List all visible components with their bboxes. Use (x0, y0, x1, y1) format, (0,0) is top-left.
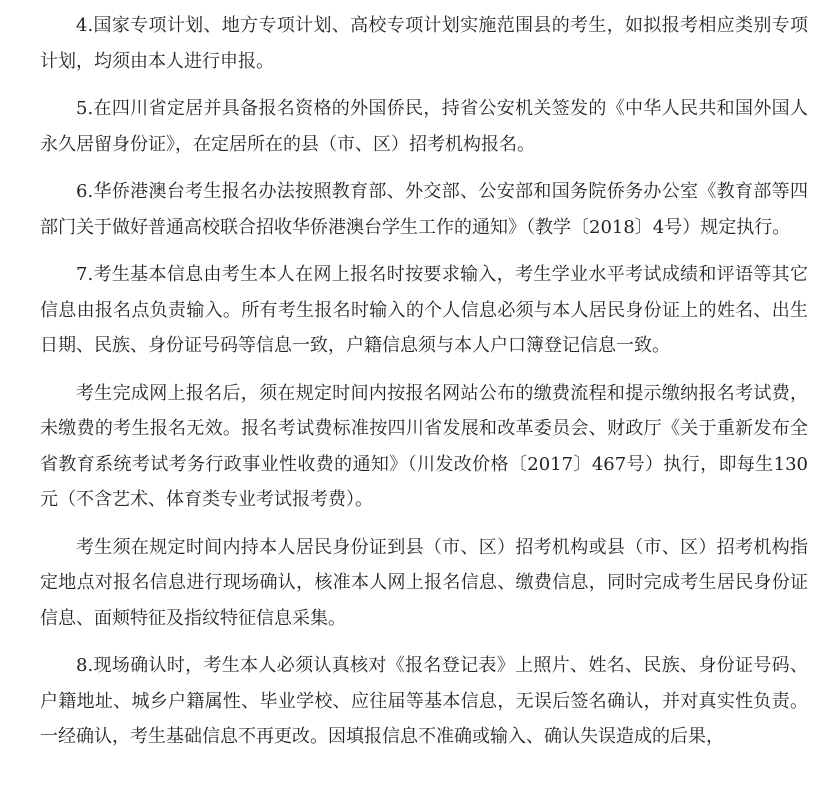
paragraph-item-4: 4.国家专项计划、地方专项计划、高校专项计划实施范围县的考生，如拟报考相应类别专项计划，均须由本人进行申报。 (40, 15, 808, 72)
paragraph-item-7: 7.考生基本信息由考生本人在网上报名时按要求输入，考生学业水平考试成绩和评语等其它信息由报名点负责输入。所有考生报名时输入的个人信息必须与本人居民身份证上的姓名、出生日期、民族、身份证号码等信息一致，户籍信息须与本人户口簿登记信息一致。 (40, 264, 808, 356)
document-body (40, 8, 808, 767)
paragraph-item-8: 8.现场确认时，考生本人必须认真核对《报名登记表》上照片、姓名、民族、身份证号码、户籍地址、城乡户籍属性、毕业学校、应往届等基本信息，无误后签名确认，并对真实性负责。一经确认，考生基础信息不再更改。因填报信息不准确或输入、确认失误造成的后果， (40, 655, 808, 747)
paragraph-fee-payment: 考生完成网上报名后，须在规定时间内按报名网站公布的缴费流程和提示缴纳报名考试费，未缴费的考生报名无效。报名考试费标准按四川省发展和改革委员会、财政厅《关于重新发布全省教育系统考试考务行政事业性收费的通知》（川发改价格〔2017〕467号）执行，即每生130元（不含艺术、体育类专业考试报考费）。 (40, 382, 808, 510)
paragraph-item-5: 5.在四川省定居并具备报名资格的外国侨民，持省公安机关签发的《中华人民共和国外国人永久居留身份证》，在定居所在的县（市、区）招考机构报名。 (40, 98, 808, 155)
paragraph-onsite-confirmation: 考生须在规定时间内持本人居民身份证到县（市、区）招考机构或县（市、区）招考机构指定地点对报名信息进行现场确认，核准本人网上报名信息、缴费信息，同时完成考生居民身份证信息、面颊特征及指纹特征信息采集。 (40, 536, 808, 629)
paragraph-item-6: 6.华侨港澳台考生报名办法按照教育部、外交部、公安部和国务院侨务办公室《教育部等四部门关于做好普通高校联合招收华侨港澳台学生工作的通知》（教学〔2018〕4号）规定执行。 (40, 181, 808, 238)
